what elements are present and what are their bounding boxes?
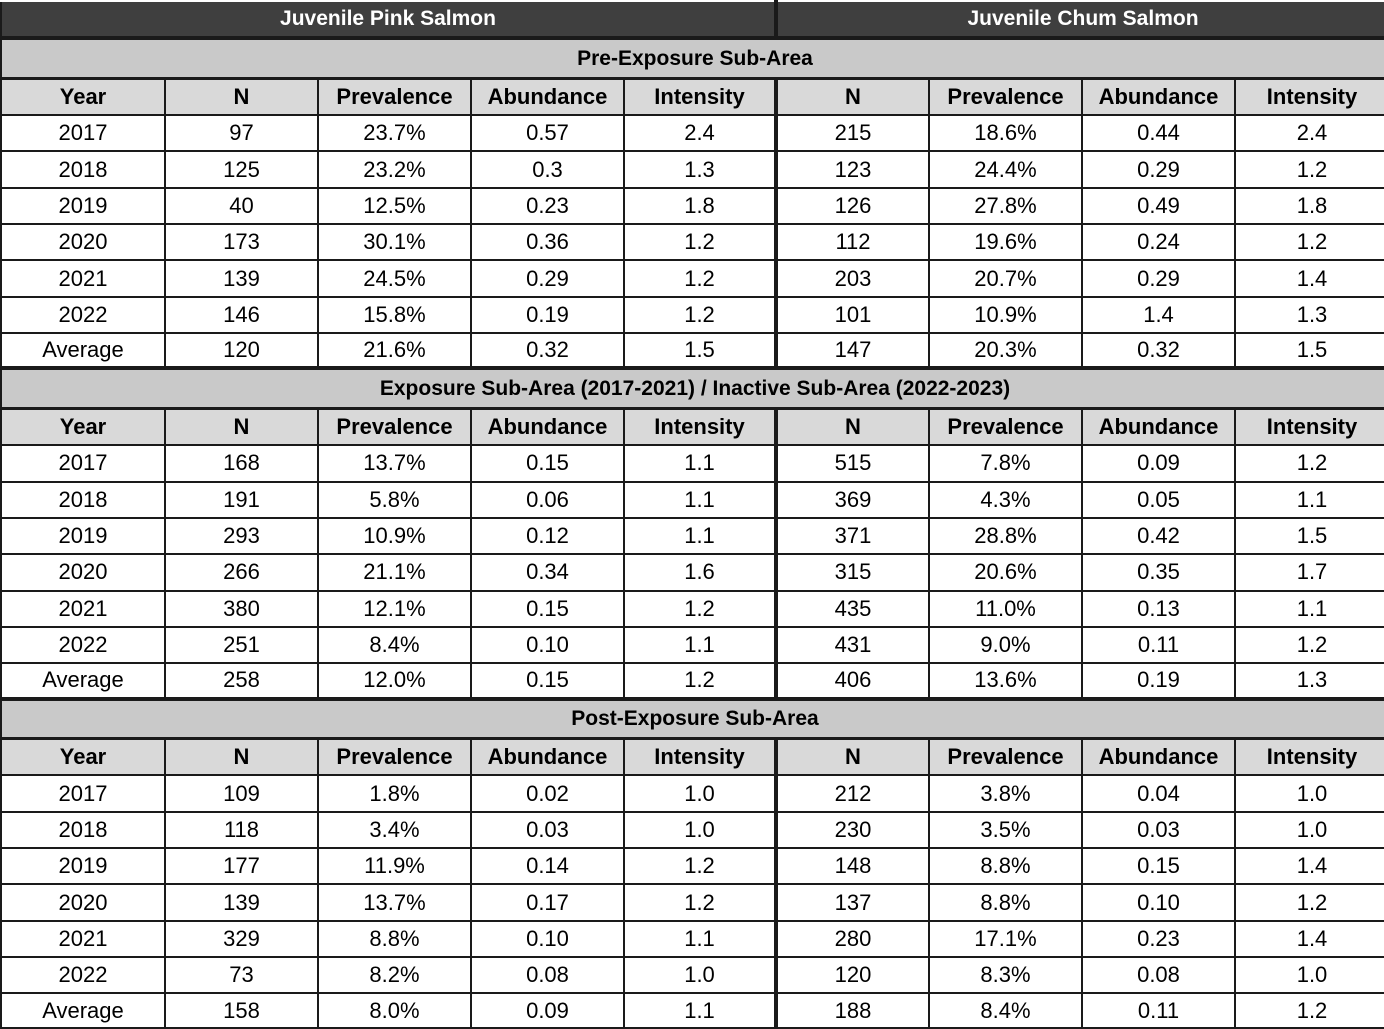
table-cell: 2022 — [1, 957, 165, 993]
table-cell: 230 — [776, 812, 929, 848]
table-cell: 1.2 — [624, 848, 776, 884]
table-cell: 2018 — [1, 151, 165, 187]
table-cell: 2022 — [1, 627, 165, 663]
table-cell: 5.8% — [318, 482, 471, 518]
table-cell: 125 — [165, 151, 318, 187]
table-cell: 2019 — [1, 188, 165, 224]
table-cell: 369 — [776, 482, 929, 518]
table-cell: 315 — [776, 554, 929, 590]
table-cell: 23.7% — [318, 115, 471, 151]
table-cell: 1.1 — [1235, 591, 1384, 627]
section-header-row — [1, 38, 1384, 78]
table-cell: 280 — [776, 921, 929, 957]
average-row — [1, 663, 1384, 698]
table-cell: 0.06 — [471, 482, 624, 518]
table-cell: 1.1 — [624, 627, 776, 663]
column-header: Abundance — [471, 738, 624, 775]
table-cell: 2022 — [1, 297, 165, 333]
table-cell: 2020 — [1, 884, 165, 920]
table-cell: Average — [1, 333, 165, 368]
table-cell: 27.8% — [929, 188, 1082, 224]
column-header: Intensity — [624, 738, 776, 775]
table-cell: 431 — [776, 627, 929, 663]
table-cell: 0.13 — [1082, 591, 1235, 627]
table-cell: 139 — [165, 884, 318, 920]
table-cell: 0.08 — [471, 957, 624, 993]
table-cell: 0.11 — [1082, 993, 1235, 1028]
table-cell: 2020 — [1, 554, 165, 590]
table-cell: 8.4% — [318, 627, 471, 663]
table-cell: 3.4% — [318, 812, 471, 848]
column-header-row — [1, 78, 1384, 115]
table-cell: 251 — [165, 627, 318, 663]
table-row — [1, 224, 1384, 260]
column-header: Year — [1, 738, 165, 775]
table-cell: 1.1 — [624, 445, 776, 481]
table-cell: 13.7% — [318, 445, 471, 481]
table-cell: 0.05 — [1082, 482, 1235, 518]
column-header-row — [1, 738, 1384, 775]
table-cell: 1.3 — [624, 151, 776, 187]
table-cell: 118 — [165, 812, 318, 848]
table-cell: 1.4 — [1235, 921, 1384, 957]
table-row — [1, 591, 1384, 627]
table-cell: 0.32 — [1082, 333, 1235, 368]
table-cell: 1.2 — [1235, 445, 1384, 481]
table-cell: 109 — [165, 775, 318, 811]
table-cell: 0.17 — [471, 884, 624, 920]
table-cell: 0.04 — [1082, 775, 1235, 811]
table-cell: 3.8% — [929, 775, 1082, 811]
table-cell: 10.9% — [929, 297, 1082, 333]
column-header: N — [776, 738, 929, 775]
table-row — [1, 297, 1384, 333]
table-cell: 435 — [776, 591, 929, 627]
table-cell: 158 — [165, 993, 318, 1028]
table-cell: 0.03 — [471, 812, 624, 848]
table-cell: 0.15 — [1082, 848, 1235, 884]
table-cell: 12.5% — [318, 188, 471, 224]
table-cell: 23.2% — [318, 151, 471, 187]
table-cell: 147 — [776, 333, 929, 368]
table-cell: 0.29 — [471, 260, 624, 296]
table-cell: 40 — [165, 188, 318, 224]
table-row — [1, 188, 1384, 224]
table-cell: 112 — [776, 224, 929, 260]
table-cell: 1.2 — [1235, 224, 1384, 260]
table-cell: 97 — [165, 115, 318, 151]
table-cell: 191 — [165, 482, 318, 518]
table-cell: 12.0% — [318, 663, 471, 698]
table-cell: 1.5 — [624, 333, 776, 368]
table-cell: 120 — [776, 957, 929, 993]
table-row — [1, 151, 1384, 187]
table-cell: 126 — [776, 188, 929, 224]
table-cell: 1.2 — [624, 663, 776, 698]
table-cell: 1.0 — [1235, 957, 1384, 993]
table-cell: 1.2 — [1235, 151, 1384, 187]
table-cell: 173 — [165, 224, 318, 260]
table-cell: 1.2 — [624, 591, 776, 627]
table-row — [1, 848, 1384, 884]
table-cell: 168 — [165, 445, 318, 481]
table-cell: 123 — [776, 151, 929, 187]
table-cell: 1.1 — [624, 993, 776, 1028]
column-header: Intensity — [1235, 78, 1384, 115]
table-cell: 21.6% — [318, 333, 471, 368]
table-cell: 329 — [165, 921, 318, 957]
table-cell: 0.08 — [1082, 957, 1235, 993]
table-cell: 2021 — [1, 260, 165, 296]
table-row — [1, 445, 1384, 481]
section-title: Post-Exposure Sub-Area — [1, 699, 1384, 739]
table-cell: 19.6% — [929, 224, 1082, 260]
column-header: Prevalence — [318, 78, 471, 115]
column-header: N — [165, 408, 318, 445]
column-header: Abundance — [1082, 738, 1235, 775]
table-cell: 2017 — [1, 775, 165, 811]
table-cell: 8.3% — [929, 957, 1082, 993]
column-header: N — [776, 78, 929, 115]
table-cell: 2018 — [1, 482, 165, 518]
column-header: Abundance — [1082, 408, 1235, 445]
table-cell: 13.7% — [318, 884, 471, 920]
table-cell: 0.29 — [1082, 151, 1235, 187]
table-cell: 20.6% — [929, 554, 1082, 590]
table-cell: 1.1 — [624, 921, 776, 957]
table-cell: 1.2 — [1235, 993, 1384, 1028]
table-cell: 13.6% — [929, 663, 1082, 698]
table-cell: 1.5 — [1235, 333, 1384, 368]
table-cell: 10.9% — [318, 518, 471, 554]
table-cell: 3.5% — [929, 812, 1082, 848]
table-cell: 1.5 — [1235, 518, 1384, 554]
column-header: Prevalence — [929, 408, 1082, 445]
table-cell: 203 — [776, 260, 929, 296]
table-cell: Average — [1, 993, 165, 1028]
table-row — [1, 482, 1384, 518]
column-header-row — [1, 408, 1384, 445]
table-cell: 0.29 — [1082, 260, 1235, 296]
section-title: Pre-Exposure Sub-Area — [1, 38, 1384, 78]
table-cell: 7.8% — [929, 445, 1082, 481]
table-cell: 371 — [776, 518, 929, 554]
table-cell: 0.15 — [471, 663, 624, 698]
table-cell: 406 — [776, 663, 929, 698]
table-cell: 266 — [165, 554, 318, 590]
table-cell: 2.4 — [1235, 115, 1384, 151]
table-cell: 0.35 — [1082, 554, 1235, 590]
table-cell: 11.0% — [929, 591, 1082, 627]
table-cell: 0.32 — [471, 333, 624, 368]
table-cell: 0.49 — [1082, 188, 1235, 224]
table-cell: 0.24 — [1082, 224, 1235, 260]
table-cell: 0.02 — [471, 775, 624, 811]
table-cell: 2019 — [1, 518, 165, 554]
table-cell: 0.10 — [1082, 884, 1235, 920]
table-cell: 1.6 — [624, 554, 776, 590]
table-cell: 18.6% — [929, 115, 1082, 151]
table-row — [1, 554, 1384, 590]
table-cell: 1.8 — [1235, 188, 1384, 224]
table-cell: 0.11 — [1082, 627, 1235, 663]
table-cell: 1.0 — [1235, 775, 1384, 811]
table-cell: 8.8% — [318, 921, 471, 957]
table-cell: 1.3 — [1235, 297, 1384, 333]
table-cell: 215 — [776, 115, 929, 151]
section-title: Exposure Sub-Area (2017-2021) / Inactive Sub-Area (2022-2023) — [1, 368, 1384, 408]
table-cell: 212 — [776, 775, 929, 811]
column-header: Prevalence — [929, 738, 1082, 775]
table-cell: 24.5% — [318, 260, 471, 296]
table-cell: 1.2 — [624, 884, 776, 920]
column-header: Intensity — [624, 78, 776, 115]
table-cell: 1.2 — [624, 297, 776, 333]
table-cell: 0.14 — [471, 848, 624, 884]
table-cell: 293 — [165, 518, 318, 554]
table-cell: 0.36 — [471, 224, 624, 260]
table-cell: 2018 — [1, 812, 165, 848]
table-cell: 1.2 — [624, 260, 776, 296]
table-cell: 1.3 — [1235, 663, 1384, 698]
table-row — [1, 775, 1384, 811]
table-cell: 0.19 — [471, 297, 624, 333]
table-cell: 1.0 — [624, 957, 776, 993]
species-header-pink: Juvenile Pink Salmon — [1, 1, 776, 38]
table-cell: 1.8% — [318, 775, 471, 811]
table-cell: 11.9% — [318, 848, 471, 884]
table-cell: 1.2 — [624, 224, 776, 260]
table-cell: 1.1 — [1235, 482, 1384, 518]
table-cell: 146 — [165, 297, 318, 333]
table-cell: 24.4% — [929, 151, 1082, 187]
column-header: Abundance — [471, 78, 624, 115]
species-header-chum: Juvenile Chum Salmon — [776, 1, 1384, 38]
table-cell: 1.1 — [624, 482, 776, 518]
table-cell: 0.3 — [471, 151, 624, 187]
average-row — [1, 993, 1384, 1028]
table-cell: 8.0% — [318, 993, 471, 1028]
table-cell: 0.19 — [1082, 663, 1235, 698]
table-cell: 8.8% — [929, 884, 1082, 920]
column-header: Intensity — [1235, 738, 1384, 775]
column-header: Prevalence — [318, 408, 471, 445]
table-cell: 20.7% — [929, 260, 1082, 296]
table-cell: 1.4 — [1082, 297, 1235, 333]
column-header: Prevalence — [929, 78, 1082, 115]
table-cell: 258 — [165, 663, 318, 698]
table-cell: 0.44 — [1082, 115, 1235, 151]
table-row — [1, 518, 1384, 554]
table-cell: 1.2 — [1235, 627, 1384, 663]
table-cell: 188 — [776, 993, 929, 1028]
column-header: Year — [1, 408, 165, 445]
column-header: Abundance — [1082, 78, 1235, 115]
table-cell: 1.0 — [624, 775, 776, 811]
table-cell: 0.15 — [471, 445, 624, 481]
table-cell: 2017 — [1, 445, 165, 481]
table-cell: 148 — [776, 848, 929, 884]
table-cell: 0.10 — [471, 921, 624, 957]
table-cell: 21.1% — [318, 554, 471, 590]
table-cell: 0.03 — [1082, 812, 1235, 848]
table-row — [1, 884, 1384, 920]
table-row — [1, 115, 1384, 151]
table-cell: 2.4 — [624, 115, 776, 151]
table-cell: 17.1% — [929, 921, 1082, 957]
table-cell: 2017 — [1, 115, 165, 151]
column-header: N — [776, 408, 929, 445]
table-cell: 8.8% — [929, 848, 1082, 884]
column-header: N — [165, 78, 318, 115]
section-header-row — [1, 368, 1384, 408]
table-cell: 2021 — [1, 921, 165, 957]
table-row — [1, 957, 1384, 993]
column-header: N — [165, 738, 318, 775]
table-cell: 73 — [165, 957, 318, 993]
table-cell: 0.15 — [471, 591, 624, 627]
table-row — [1, 812, 1384, 848]
table-cell: 139 — [165, 260, 318, 296]
column-header: Prevalence — [318, 738, 471, 775]
table-cell: 15.8% — [318, 297, 471, 333]
table-cell: 30.1% — [318, 224, 471, 260]
table-cell: 1.2 — [1235, 884, 1384, 920]
average-row — [1, 333, 1384, 368]
table-row — [1, 627, 1384, 663]
table-cell: 1.4 — [1235, 848, 1384, 884]
table-cell: 2021 — [1, 591, 165, 627]
table-cell: 0.57 — [471, 115, 624, 151]
table-cell: 0.23 — [471, 188, 624, 224]
table-cell: 380 — [165, 591, 318, 627]
table-cell: 120 — [165, 333, 318, 368]
section-header-row — [1, 699, 1384, 739]
table-cell: 20.3% — [929, 333, 1082, 368]
table-row — [1, 260, 1384, 296]
table-cell: 28.8% — [929, 518, 1082, 554]
column-header: Intensity — [1235, 408, 1384, 445]
table-cell: 4.3% — [929, 482, 1082, 518]
table-cell: Average — [1, 663, 165, 698]
table-cell: 1.0 — [1235, 812, 1384, 848]
table-cell: 12.1% — [318, 591, 471, 627]
table-cell: 101 — [776, 297, 929, 333]
column-header: Year — [1, 78, 165, 115]
table-cell: 2019 — [1, 848, 165, 884]
table-cell: 9.0% — [929, 627, 1082, 663]
table-cell: 1.4 — [1235, 260, 1384, 296]
table-cell: 515 — [776, 445, 929, 481]
table-cell: 0.09 — [471, 993, 624, 1028]
table-cell: 0.42 — [1082, 518, 1235, 554]
table-cell: 177 — [165, 848, 318, 884]
table-row — [1, 921, 1384, 957]
table-cell: 0.12 — [471, 518, 624, 554]
table-cell: 0.10 — [471, 627, 624, 663]
table-cell: 0.09 — [1082, 445, 1235, 481]
table-cell: 0.34 — [471, 554, 624, 590]
table-cell: 0.23 — [1082, 921, 1235, 957]
column-header: Intensity — [624, 408, 776, 445]
table-cell: 137 — [776, 884, 929, 920]
table-cell: 1.8 — [624, 188, 776, 224]
species-header-row — [1, 1, 1384, 38]
table-cell: 2020 — [1, 224, 165, 260]
table-cell: 8.2% — [318, 957, 471, 993]
table-cell: 8.4% — [929, 993, 1082, 1028]
table-cell: 1.7 — [1235, 554, 1384, 590]
table-cell: 1.0 — [624, 812, 776, 848]
table-cell: 1.1 — [624, 518, 776, 554]
column-header: Abundance — [471, 408, 624, 445]
